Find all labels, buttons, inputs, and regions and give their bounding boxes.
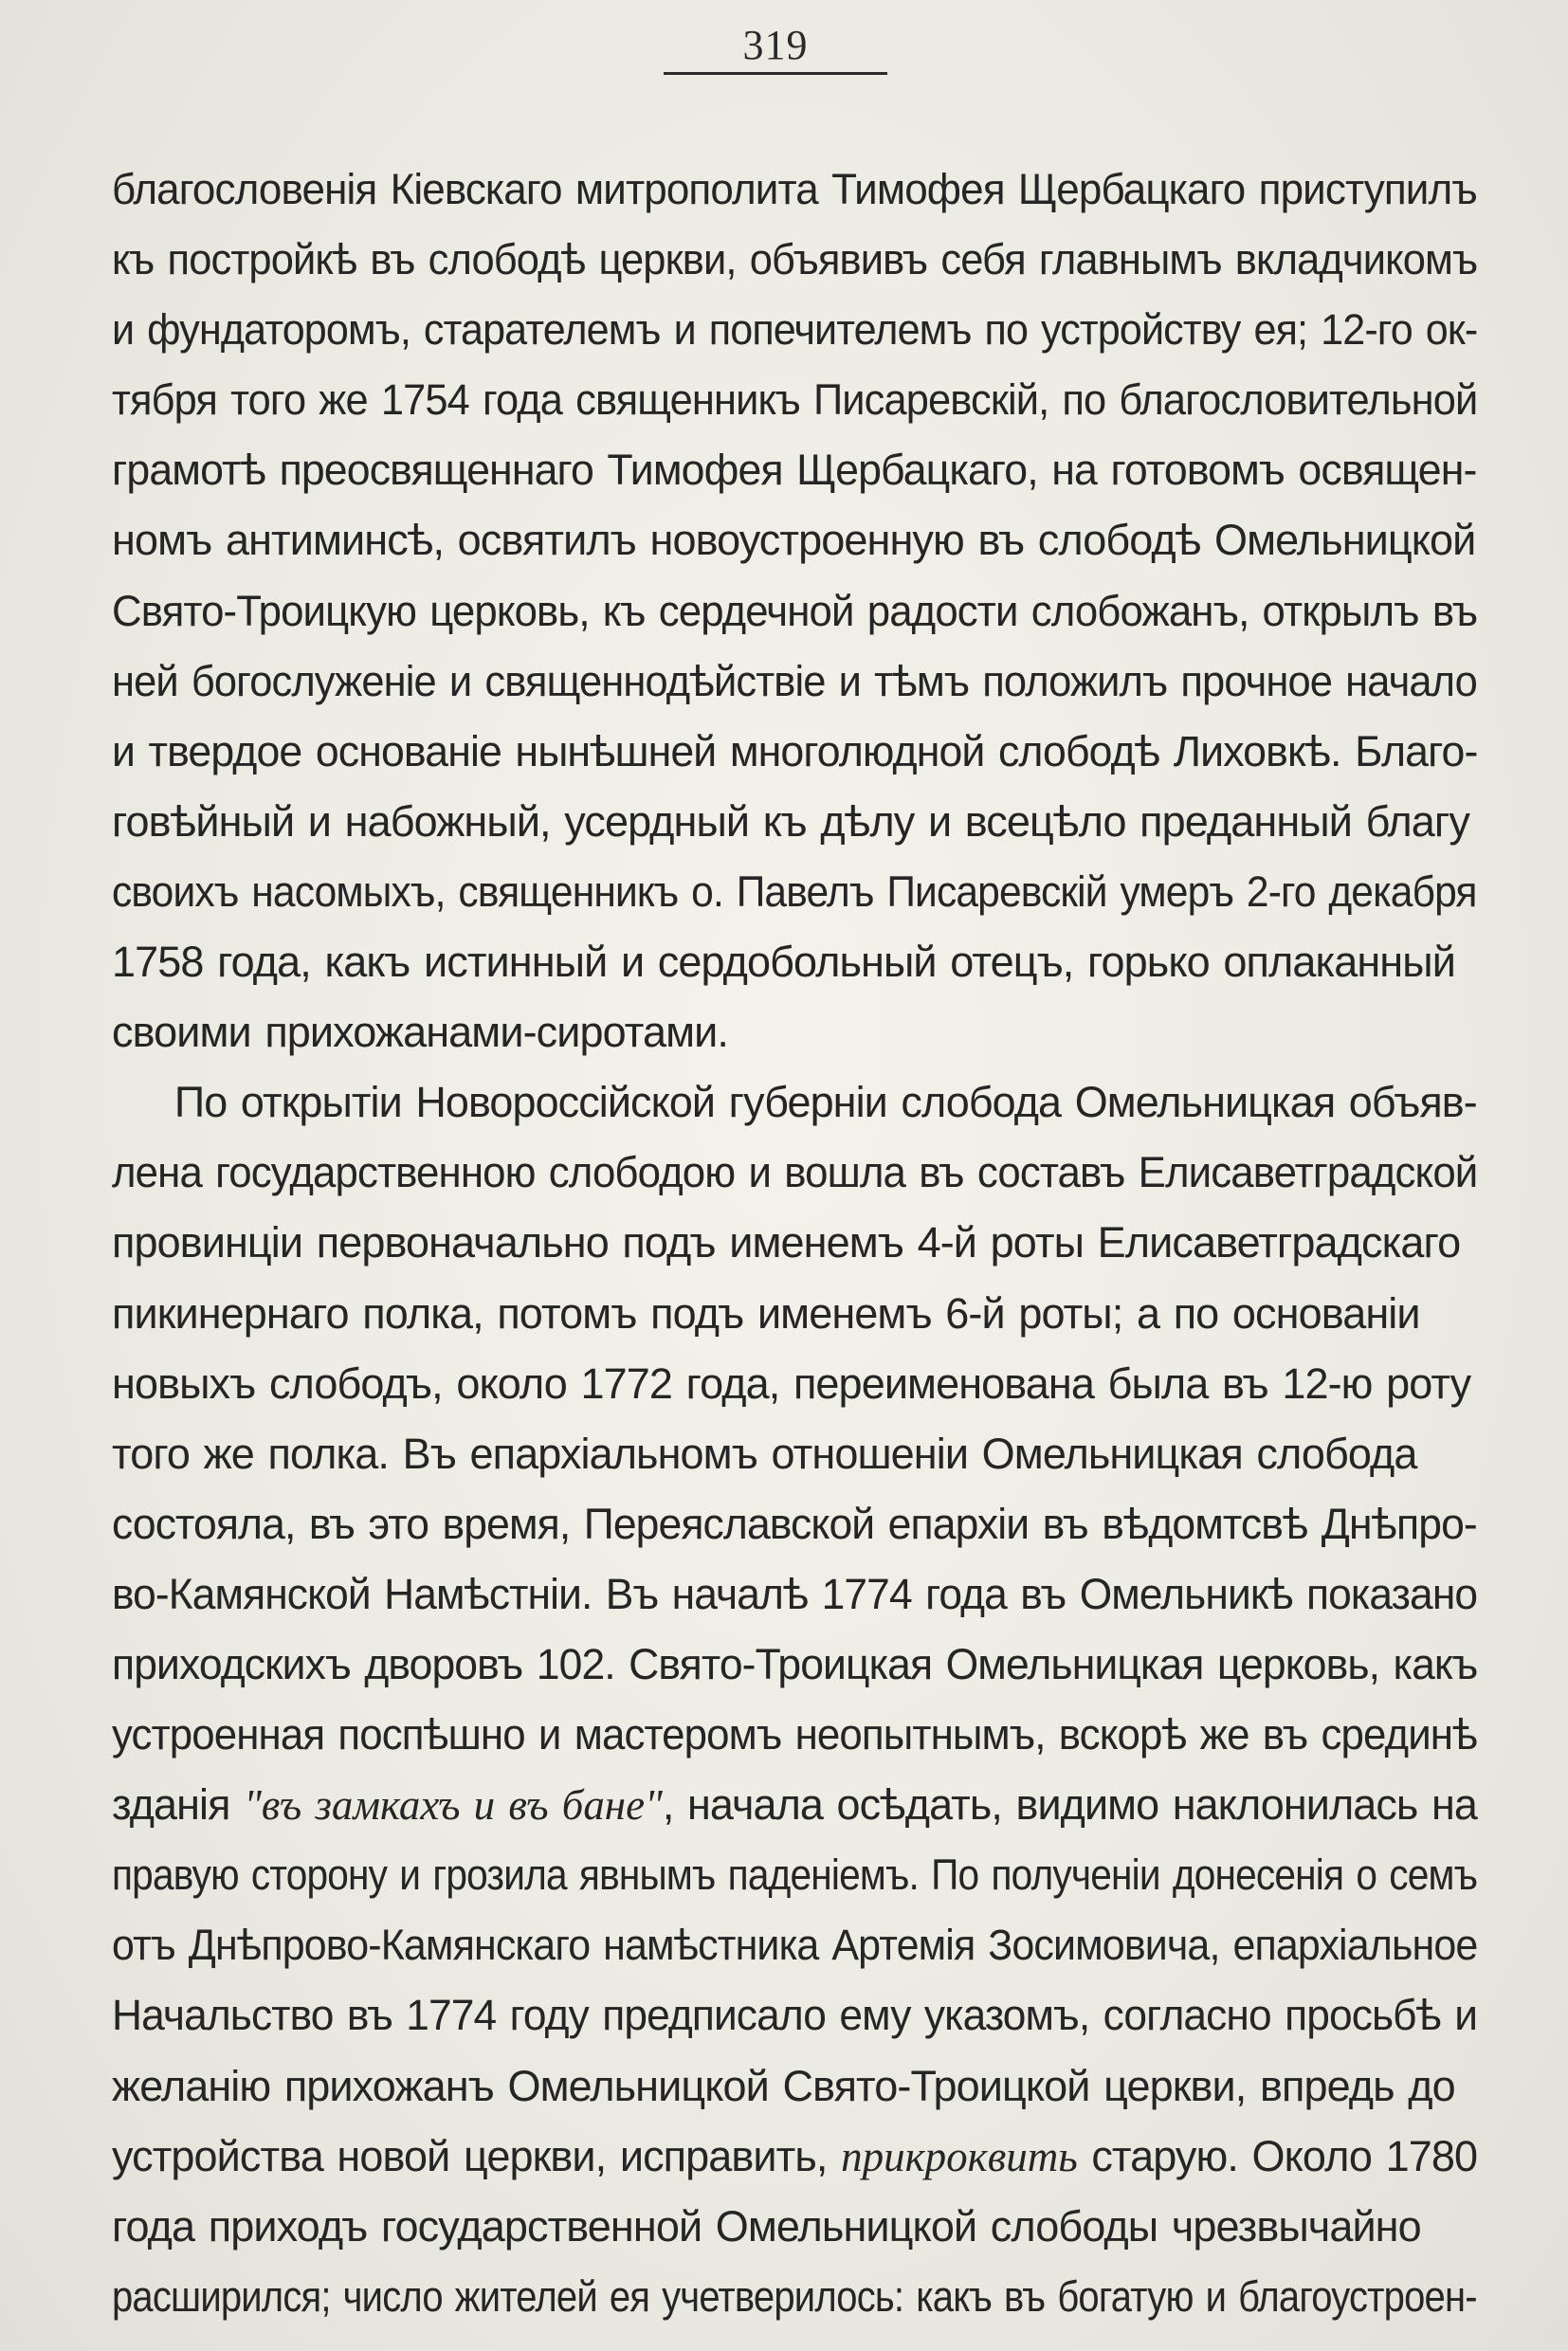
text-line <box>112 1770 1477 1840</box>
text-segment: зданія <box>112 1780 245 1830</box>
text-line: во-Камянской Намѣстніи. Въ началѣ 1774 года въ Омельникѣ показано <box>112 1569 1478 1618</box>
text-line: По открытіи Новороссійской губерніи слобода Омельницкая объяв- <box>173 1078 1477 1127</box>
text-line <box>112 2122 1477 2192</box>
text-line: тября того же 1754 года священникъ Писаревскій, по благословительной <box>112 375 1478 425</box>
text-line: лена государственною слободою и вошла въ составъ Елисаветградской <box>112 1148 1478 1197</box>
text-line: состояла, въ это время, Переяславской епархіи въ вѣдомтсвѣ Днѣпро- <box>112 1499 1477 1548</box>
text-line: и фундаторомъ, старателемъ и попечителемъ по устройству ея; 12-го ок- <box>112 305 1478 355</box>
text-line: провинціи первоначально подъ именемъ 4-й роты Елисаветградскаго <box>112 1218 1461 1267</box>
text-line: грамотѣ преосвященнаго Тимофея Щербацкаго, на готовомъ освящен- <box>112 446 1477 495</box>
text-line: Свято-Троицкую церковь, къ сердечной радости слобожанъ, открылъ въ <box>112 586 1478 635</box>
text-segment: устройства новой церкви, исправить, <box>112 2131 842 2180</box>
text-line: своихъ насомыхъ, священникъ о. Павелъ Писаревскій умеръ 2-го декабря <box>112 866 1477 916</box>
text-line: номъ антиминсѣ, освятилъ новоустроенную въ слободѣ Омельницкой <box>112 516 1476 565</box>
italic-emphasis: "въ замкахъ и въ бане" <box>244 1781 663 1830</box>
text-line: новыхъ слободъ, около 1772 года, переименована была въ 12-ю роту <box>112 1358 1471 1408</box>
text-line: того же полка. Въ епархіальномъ отношеніи Омельницкая слобода <box>112 1429 1417 1478</box>
text-line: желанію прихожанъ Омельницкой Свято-Троицкой церкви, впредь до <box>112 2061 1455 2110</box>
text-segment: старую. Около 1780 <box>1077 2131 1478 2180</box>
italic-emphasis: прикроквить <box>841 2132 1078 2180</box>
text-line: правую сторону и грозила явнымъ паденіемъ. По полученіи донесенія о семъ <box>112 1850 1478 1900</box>
text-line: къ постройкѣ въ слободѣ церкви, объявивъ себя главнымъ вкладчикомъ <box>112 235 1478 284</box>
text-line: и твердое основаніе нынѣшней многолюдной слободѣ Лиховкѣ. Благо- <box>112 726 1478 775</box>
text-line: 1758 года, какъ истинный и сердобольный отецъ, горько оплаканный <box>112 938 1455 987</box>
header-rule <box>664 72 887 75</box>
text-line: отъ Днѣпрово-Камянскаго намѣстника Артемія Зосимовича, епархіальное <box>112 1921 1478 1970</box>
text-segment: , начала осѣдать, видимо наклонилась на <box>662 1780 1477 1830</box>
text-line: года приходъ государственной Омельницкой слободы чрезвычайно <box>112 2201 1421 2251</box>
text-line: Начальство въ 1774 году предписало ему указомъ, согласно просьбѣ и <box>112 1991 1478 2040</box>
body-text <box>112 155 1477 2332</box>
page-header <box>664 21 887 75</box>
text-line: благословенія Кіевскаго митрополита Тимофея Щербацкаго приступилъ <box>112 165 1477 213</box>
text-line: своими прихожанами-сиротами. <box>112 1008 728 1057</box>
page-number: 319 <box>742 22 809 68</box>
text-line: ней богослуженіе и священнодѣйствіе и тѣмъ положилъ прочное начало <box>112 656 1477 705</box>
text-line: говѣйный и набожный, усердный къ дѣлу и всецѣло преданный благу <box>112 796 1470 846</box>
text-line: приходскихъ дворовъ 102. Свято-Троицкая Омельницкая церковь, какъ <box>112 1639 1478 1688</box>
text-line: расширился; число жителей ея учетверилось: какъ въ богатую и благоустроен- <box>112 2271 1477 2321</box>
text-line: устроенная поспѣшно и мастеромъ неопытнымъ, вскорѣ же въ срединѣ <box>112 1710 1478 1759</box>
text-line: пикинернаго полка, потомъ подъ именемъ 6-й роты; а по основаніи <box>112 1288 1420 1338</box>
